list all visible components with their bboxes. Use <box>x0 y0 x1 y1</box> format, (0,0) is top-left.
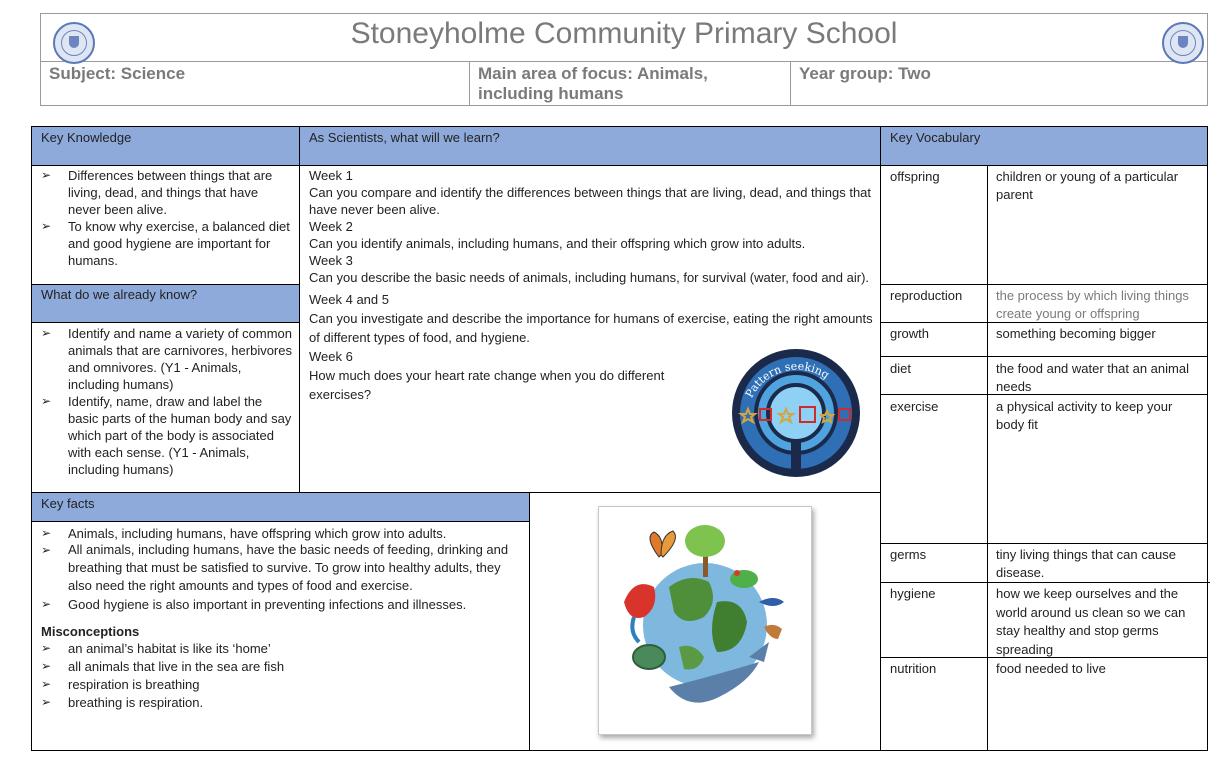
list-item: ➢ Identify, name, draw and label the basic parts of the human body and say which part of the body is associated with each sense. (Y1 - Animals, including humans) <box>41 394 292 477</box>
globe-animals-icon <box>599 507 811 734</box>
list-item: ➢ To know why exercise, a balanced diet and good hygiene are important for humans. <box>41 219 290 268</box>
week-label: Week 1 <box>309 168 353 183</box>
arrow-bullet-icon: ➢ <box>41 526 52 540</box>
vocabulary-heading: Key Vocabulary <box>890 130 981 145</box>
vocab-word: offspring <box>890 169 940 184</box>
focus-label: Main area of focus: Animals, including humans <box>478 64 708 103</box>
week-text: Can you investigate and describe the importance for humans of exercise, eating the right amounts of different types of food, and hygiene. <box>309 311 873 345</box>
misconceptions-heading: Misconceptions <box>41 624 140 639</box>
week-text: Can you compare and identify the differences between things that are living, dead, and things that have never been alive. <box>309 185 872 217</box>
week-label: Week 4 and 5 <box>309 292 389 307</box>
school-crest-left-icon <box>53 22 95 64</box>
vocab-word: growth <box>890 326 930 341</box>
header <box>40 13 1208 106</box>
arrow-bullet-icon: ➢ <box>41 641 52 655</box>
vocab-word: hygiene <box>890 586 936 601</box>
subject-label: Subject: Science <box>49 64 186 83</box>
already-know-heading: What do we already know? <box>41 287 198 302</box>
list-item: ➢ Identify and name a variety of common animals that are carnivores, herbivores and omnivores. (Y1 - Animals, including humans) <box>41 326 293 392</box>
arrow-bullet-icon: ➢ <box>41 543 52 557</box>
week-label: Week 6 <box>309 349 353 364</box>
week-text: Can you identify animals, including humans, and their offspring which grow into adults. <box>309 236 806 251</box>
year-group-label: Year group: Two <box>799 64 931 83</box>
vocab-word: germs <box>890 547 927 562</box>
arrow-bullet-icon: ➢ <box>41 326 52 340</box>
week-label: Week 3 <box>309 253 353 268</box>
pattern-seeking-badge-icon <box>731 348 861 478</box>
vocab-definition: something becoming bigger <box>996 326 1156 341</box>
vocab-definition: the process by which living things create young or offspring <box>996 288 1189 321</box>
arrow-bullet-icon: ➢ <box>41 168 52 182</box>
list-item: ➢ Good hygiene is also important in preventing infections and illnesses. <box>41 597 467 612</box>
arrow-bullet-icon: ➢ <box>41 597 52 611</box>
week-label: Week 2 <box>309 219 353 234</box>
vocab-word: diet <box>890 361 911 376</box>
svg-text:Pattern seeking: Pattern seeking <box>742 359 832 400</box>
list-item: ➢ breathing is respiration. <box>41 695 204 710</box>
week-text: How much does your heart rate change when you do different exercises? <box>309 368 665 402</box>
vocab-definition: a physical activity to keep your body fit <box>996 399 1173 432</box>
arrow-bullet-icon: ➢ <box>41 394 52 408</box>
vocab-definition: children or young of a particular parent <box>996 169 1179 202</box>
key-facts-header-band <box>32 493 529 521</box>
vocab-definition: tiny living things that can cause disease. <box>996 547 1176 580</box>
vocab-definition: how we keep ourselves and the world around us clean so we can stay healthy and stop germs spreading <box>996 586 1186 657</box>
list-item: ➢ an animal’s habitat is like its ‘home’ <box>41 641 271 656</box>
school-title: Stoneyholme Community Primary School <box>41 14 1207 62</box>
list-item: ➢ respiration is breathing <box>41 677 200 692</box>
list-item: ➢ Animals, including humans, have offspring which grow into adults. <box>41 526 447 541</box>
week-text: Can you describe the basic needs of animals, including humans, for survival (water, food and air). <box>309 270 870 285</box>
scientists-heading: As Scientists, what will we learn? <box>309 130 500 145</box>
vocab-word: reproduction <box>890 288 963 303</box>
animals-globe-image <box>598 506 812 735</box>
vocab-word: nutrition <box>890 661 937 676</box>
key-facts-heading: Key facts <box>41 496 95 511</box>
list-item: ➢ all animals that live in the sea are fish <box>41 659 285 674</box>
vocab-definition: food needed to live <box>996 661 1106 676</box>
key-knowledge-heading: Key Knowledge <box>41 130 132 145</box>
list-item: ➢ All animals, including humans, have the basic needs of feeding, drinking and breathing that must be satisfied to survive. To grow into healthy adults, they also need the right amounts and types of food and exercise. <box>41 542 509 593</box>
vocab-word: exercise <box>890 399 939 414</box>
main-header-band <box>32 127 1207 165</box>
arrow-bullet-icon: ➢ <box>41 219 52 233</box>
school-crest-right-icon <box>1162 22 1204 64</box>
week-block <box>309 167 877 286</box>
arrow-bullet-icon: ➢ <box>41 677 52 691</box>
vocab-definition: the food and water that an animal needs <box>996 361 1189 394</box>
list-item: ➢ Differences between things that are living, dead, and things that have never been alive. <box>41 168 273 217</box>
arrow-bullet-icon: ➢ <box>41 695 52 709</box>
arrow-bullet-icon: ➢ <box>41 659 52 673</box>
